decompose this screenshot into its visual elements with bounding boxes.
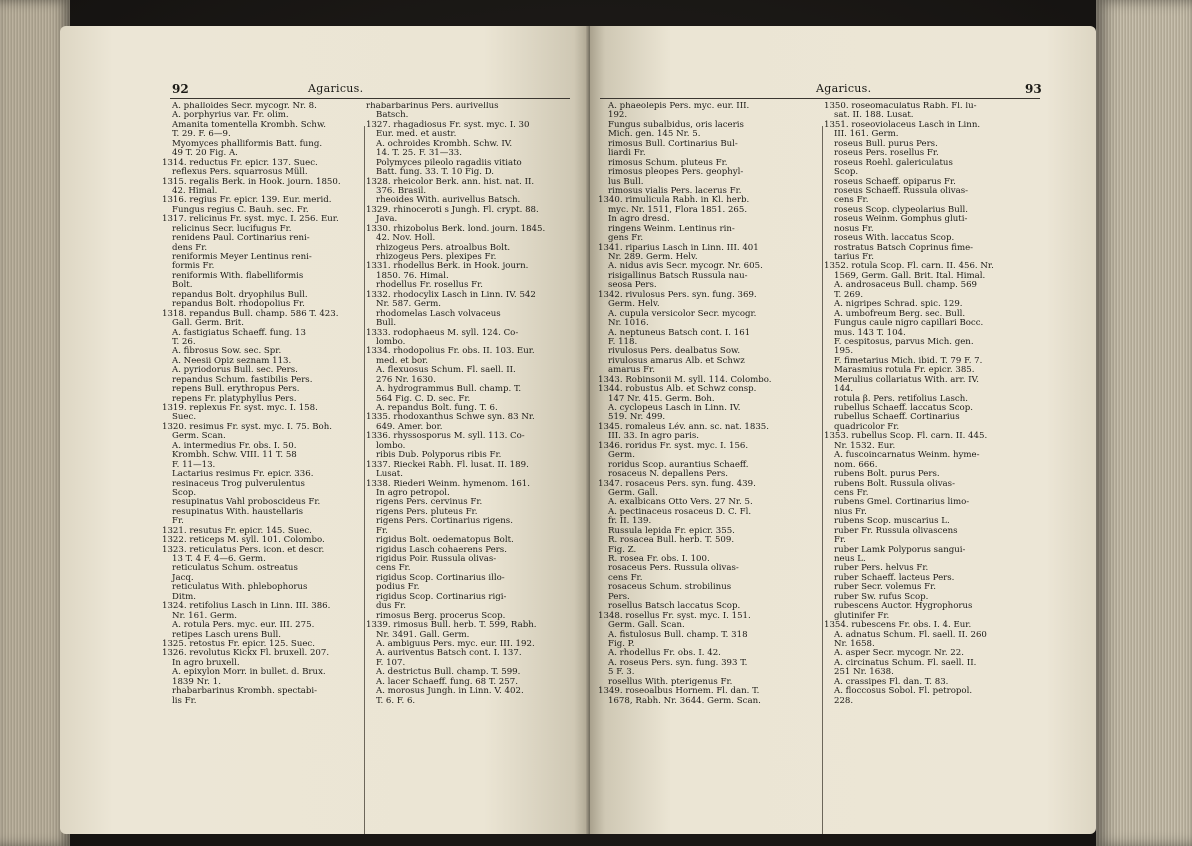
index-entry-line: rosaceus N. depallens Pers. <box>608 469 729 480</box>
index-entry-line: roseus Roehl. galericulatus <box>834 157 953 168</box>
index-entry-line: rigidus Scop. Cortinarius rigi- <box>376 591 507 602</box>
index-entry-line: resupinatus With. haustellaris <box>172 506 304 517</box>
index-entry-line: 1340. rimulicula Rabh. in Kl. herb. <box>598 195 750 206</box>
index-entry-line: lombo. <box>376 440 406 451</box>
index-entry-line: nius Fr. <box>834 506 867 517</box>
index-entry-line: Nr. 587. Germ. <box>376 299 441 310</box>
index-entry-line: In agro bruxell. <box>172 657 240 668</box>
index-entry-line: rubens Gmel. Cortinarius limo- <box>834 497 970 508</box>
index-entry-line: 1337. Rieckei Rabh. Fl. lusat. II. 189. <box>366 459 529 470</box>
index-entry-line: Nr. 161. Germ. <box>172 610 237 621</box>
index-entry-line: 49 T. 20 Fig. A. <box>172 148 238 159</box>
index-entry-line: roseus Schaeff. Russula olivas- <box>834 185 969 196</box>
index-entry-line: 1330. rhizobolus Berk. lond. journ. 1845. <box>366 223 546 234</box>
index-entry-line: Bull. <box>376 318 397 329</box>
index-entry-line: roseus Weinm. Gomphus gluti- <box>834 214 968 225</box>
index-entry-line: 1342. rivulosus Pers. syn. fung. 369. <box>598 289 757 300</box>
index-entry-line: 1343. Robinsonii M. syll. 114. Colombo. <box>598 374 772 385</box>
index-entry-line: 1327. rhagadiosus Fr. syst. myc. I. 30 <box>366 119 530 130</box>
index-entry-line: Fig. P. <box>608 638 635 649</box>
index-entry-line: 144. <box>834 384 854 395</box>
index-entry-line: 1321. resutus Fr. epicr. 145. Suec. <box>162 525 312 536</box>
index-entry-line: Myomyces phalliformis Batt. fung. <box>172 138 323 149</box>
index-entry-line: A. destrictus Bull. champ. T. 599. <box>376 667 521 678</box>
index-entry-line: dens Fr. <box>172 242 208 253</box>
index-entry-line: 14. T. 25. F. 31—33. <box>376 148 463 159</box>
index-entry-line: F. cespitosus, parvus Mich. gen. <box>834 336 974 347</box>
index-entry-line: Fr. <box>376 525 388 536</box>
index-entry-line: ruber Sw. rufus Scop. <box>834 591 929 602</box>
index-entry-line: rhizogeus Pers. plexipes Fr. <box>376 252 497 262</box>
left-column-2 <box>366 102 574 706</box>
index-entry-line: cens Fr. <box>834 487 869 498</box>
index-entry-line: nom. 666. <box>834 459 878 470</box>
left-page-number: 92 <box>172 82 189 96</box>
index-entry-line: ruber Pers. helvus Fr. <box>834 563 929 574</box>
index-entry-line: ringens Weinm. Lentinus rin- <box>608 223 735 234</box>
index-entry-line: cens Fr. <box>376 563 411 574</box>
index-entry-line: Jacq. <box>172 572 194 583</box>
index-entry-line: Pers. <box>608 591 630 602</box>
index-entry-line: sat. II. 188. Lusat. <box>834 110 914 121</box>
index-entry-line: Batt. fung. 33. T. 10 Fig. D. <box>376 167 495 178</box>
index-entry-line: In agro dresd. <box>608 214 670 225</box>
index-entry-line: liardi Fr. <box>608 148 646 159</box>
index-entry-line: 1332. rhodocylix Lasch in Linn. IV. 542 <box>366 289 536 300</box>
index-entry-line: A. fuscoincarnatus Weinm. hyme- <box>834 450 980 461</box>
index-entry-line: roseus Scop. clypeolarius Bull. <box>834 204 968 215</box>
index-entry-line: rubens Scop. muscarius L. <box>834 516 950 527</box>
index-entry-line: rivulosus amarus Alb. et Schwz <box>608 355 745 366</box>
index-entry-line: 1320. resimus Fr. syst. myc. I. 75. Boh. <box>162 421 332 432</box>
index-entry-line: Lusat. <box>376 469 403 480</box>
index-entry-line: 1314. reductus Fr. epicr. 137. Suec. <box>162 157 318 168</box>
index-entry-line: A. porphyrius var. Fr. olim. <box>172 110 289 121</box>
index-entry-line: fr. II. 139. <box>608 516 652 527</box>
index-entry-line: Fungus caule nigro capillari Bocc. <box>834 318 984 329</box>
index-entry-line: 1850. 76. Himal. <box>376 270 449 281</box>
index-entry-line: 1349. roseoalbus Hornem. Fl. dan. T. <box>598 686 760 697</box>
index-entry-line: rimosus Bull. Cortinarius Bul- <box>608 138 738 149</box>
index-entry-line: 5 F. 3. <box>608 667 635 678</box>
right-running-head: Agaricus. <box>816 82 872 95</box>
index-entry-line: rhodellus Fr. rosellus Fr. <box>376 280 483 291</box>
index-entry-line: rubens Bolt. Russula olivas- <box>834 478 955 489</box>
index-entry-line: A. rhodellus Fr. obs. I. 42. <box>608 648 721 659</box>
index-entry-line: rigens Pers. cervinus Fr. <box>376 497 483 508</box>
index-entry-line: Fr. <box>172 516 184 527</box>
index-entry-line: F. fimetarius Mich. ibid. T. 79 F. 7. <box>834 355 983 366</box>
index-entry-line: rosaceus Schum. strobilinus <box>608 582 732 593</box>
index-entry-line: A. pectinaceus rosaceus D. C. Fl. <box>608 506 752 517</box>
index-entry-line: 376. Brasil. <box>376 185 427 196</box>
index-entry-line: Batsch. <box>376 110 409 121</box>
index-entry-line: 1333. rodophaeus M. syll. 124. Co- <box>366 327 519 338</box>
index-entry-line: A. ambiguus Pers. myc. eur. III. 192. <box>376 638 535 649</box>
index-entry-line: Russula lepida Fr. epicr. 355. <box>608 525 735 536</box>
index-entry-line: T. 6. F. 6. <box>376 695 416 706</box>
index-entry-line: A. floccosus Sobol. Fl. petropol. <box>834 686 973 697</box>
index-entry-line: 251 Nr. 1638. <box>834 667 894 678</box>
index-entry-line: Gall. Germ. Brit. <box>172 318 244 329</box>
index-entry-line: 1345. romaleus Lév. ann. sc. nat. 1835. <box>598 421 770 432</box>
left-page <box>60 26 590 834</box>
index-entry-line: med. et bor. <box>376 355 429 366</box>
index-entry-line: amarus Fr. <box>608 365 656 376</box>
index-entry-line: repandus Bolt. rhodopolius Fr. <box>172 299 305 310</box>
index-entry-line: ribis Dub. Polyporus ribis Fr. <box>376 450 502 461</box>
index-entry-line: podius Fr. <box>376 582 420 593</box>
index-entry-line: Lactarius resimus Fr. epicr. 336. <box>172 469 314 480</box>
index-entry-line: roseus Pers. rosellus Fr. <box>834 148 939 159</box>
right-page <box>590 26 1096 834</box>
right-page-edges <box>1096 0 1192 846</box>
index-entry-line: Amanita tomentella Krombh. Schw. <box>172 119 327 130</box>
index-entry-line: rubellus Schaeff. Cortinarius <box>834 412 960 423</box>
index-entry-line: A. neptuneus Batsch cont. I. 161 <box>608 327 751 338</box>
index-entry-line: rostratus Batsch Coprinus fime- <box>834 242 974 253</box>
left-column-1 <box>162 102 362 706</box>
index-entry-line: neus L. <box>834 554 866 564</box>
index-entry-line: retipes Lasch urens Bull. <box>172 629 281 640</box>
index-entry-line: 1339. rimosus Bull. herb. T. 599, Rabh. <box>366 620 537 631</box>
index-entry-line: resinaceus Trog pulverulentus <box>172 478 305 489</box>
index-entry-line: A. nigripes Schrad. spic. 129. <box>834 299 963 310</box>
index-entry-line: rhabarbarinus Pers. aurivellus <box>366 102 499 111</box>
left-column-divider <box>364 126 365 834</box>
index-entry-line: 1348. rosellus Fr. syst. myc. I. 151. <box>598 610 751 621</box>
index-entry-line: rubens Bolt. purus Pers. <box>834 469 940 480</box>
index-entry-line: Java. <box>376 214 398 225</box>
index-entry-line: roseus With. laccatus Scop. <box>834 233 955 244</box>
index-entry-line: repandus Bolt. dryophilus Bull. <box>172 289 308 300</box>
index-entry-line: Mich. gen. 145 Nr. 5. <box>608 129 701 140</box>
index-entry-line: T. 26. <box>172 336 196 347</box>
index-entry-line: A. fibrosus Sow. sec. Spr. <box>172 346 282 357</box>
index-entry-line: 1346. roridus Fr. syst. myc. I. 156. <box>598 440 749 451</box>
index-entry-line: 1317. relicinus Fr. syst. myc. I. 256. Eur. <box>162 214 339 225</box>
index-entry-line: In agro petropol. <box>376 487 450 498</box>
index-entry-line: Germ. Gall. <box>608 487 658 498</box>
index-entry-line: lombo. <box>376 336 406 347</box>
index-entry-line: III. 33. In agro paris. <box>608 431 699 442</box>
index-entry-line: rigens Pers. Cortinarius rigens. <box>376 516 513 527</box>
index-entry-line: rhodomelas Lasch volvaceus <box>376 308 501 319</box>
index-entry-line: 1344. robustus Alb. et Schwz consp. <box>598 384 757 395</box>
index-entry-line: rigidus Bolt. oedematopus Bolt. <box>376 535 514 546</box>
index-entry-line: Suec. <box>172 412 197 423</box>
index-entry-line: mus. 143 T. 104. <box>834 327 906 338</box>
index-entry-line: Nr. 1658. <box>834 638 875 649</box>
right-page-number: 93 <box>1025 82 1042 96</box>
index-entry-line: cens Fr. <box>608 572 643 583</box>
index-entry-line: reticulatus Schum. ostreatus <box>172 563 298 574</box>
index-entry-line: A. circinatus Schum. Fl. saell. II. <box>834 657 977 668</box>
index-entry-line: A. epixylon Morr. in bullet. d. Brux. <box>172 667 326 678</box>
index-entry-line: Ditm. <box>172 591 196 602</box>
index-entry-line: Germ. Scan. <box>172 431 226 442</box>
index-entry-line: A. adnatus Schum. Fl. saell. II. 260 <box>834 629 987 640</box>
index-entry-line: seosa Pers. <box>608 280 657 291</box>
index-entry-line: A. androsaceus Bull. champ. 569 <box>834 280 978 291</box>
left-head-rule <box>170 98 570 99</box>
index-entry-line: 1341. riparius Lasch in Linn. III. 401 <box>598 242 759 253</box>
index-entry-line: Fungus regius C. Bauh. sec. Fr. <box>172 204 309 215</box>
index-entry-line: A. phaeolepis Pers. myc. eur. III. <box>608 102 750 111</box>
index-entry-line: Fig. Z. <box>608 544 637 555</box>
index-entry-line: rhabarbarinus Krombh. spectabi- <box>172 686 318 697</box>
index-entry-line: ruber Lamk Polyporus sangui- <box>834 544 966 555</box>
index-entry-line: 1329. rhinoceroti s Jungh. Fl. crypt. 88. <box>366 204 539 215</box>
index-entry-line: A. exalbicans Otto Vers. 27 Nr. 5. <box>608 497 753 508</box>
index-entry-line: Nr. 3491. Gall. Germ. <box>376 629 470 640</box>
index-entry-line: Fungus subalbidus, oris laceris <box>608 119 744 130</box>
index-entry-line: reniformis With. flabelliformis <box>172 270 304 281</box>
index-entry-line: Nr. 289. Germ. Helv. <box>608 252 698 262</box>
index-entry-line: T. 29. F. 6—9. <box>172 129 231 140</box>
index-entry-line: 1334. rhodopolius Fr. obs. II. 103. Eur. <box>366 346 535 357</box>
index-entry-line: myc. Nr. 1511, Flora 1851. 265. <box>608 204 748 215</box>
index-entry-line: A. cyclopeus Lasch in Linn. IV. <box>608 403 741 413</box>
index-entry-line: reticulatus With. phlebophorus <box>172 582 308 593</box>
index-entry-line: 192. <box>608 110 628 121</box>
index-entry-line: roseus Schaeff. opiparus Fr. <box>834 176 956 187</box>
index-entry-line: rigidus Lasch cohaerens Pers. <box>376 544 507 555</box>
index-entry-line: Germ. <box>608 450 635 461</box>
index-entry-line: Germ. Gall. Scan. <box>608 620 685 631</box>
index-entry-line: 519. Nr. 499. <box>608 412 666 423</box>
index-entry-line: 228. <box>834 695 854 706</box>
index-entry-line: 649. Amer. bor. <box>376 421 443 432</box>
index-entry-line: A. Neesii Opiz seznam 113. <box>172 355 292 366</box>
index-entry-line: risigallinus Batsch Russula nau- <box>608 270 748 281</box>
index-entry-line: 276 Nr. 1630. <box>376 374 436 385</box>
index-entry-line: F. 107. <box>376 657 406 668</box>
index-entry-line: reniformis Meyer Lentinus reni- <box>172 252 312 262</box>
index-entry-line: renidens Paul. Cortinarius reni- <box>172 233 310 244</box>
index-entry-line: rhizogeus Pers. atroalbus Bolt. <box>376 242 511 253</box>
index-entry-line: gens Fr. <box>608 233 644 244</box>
index-entry-line: 42. Himal. <box>172 185 218 196</box>
index-entry-line: Eur. med. et austr. <box>376 129 457 140</box>
index-entry-line: repens Fr. platyphyllus Pers. <box>172 393 297 404</box>
index-entry-line: lis Fr. <box>172 695 197 706</box>
index-entry-line: rimosus Berg. procerus Scop. <box>376 610 506 621</box>
index-entry-line: 13 T. 4 F. 4—6. Germ. <box>172 554 266 564</box>
index-entry-line: rosaceus Pers. Russula olivas- <box>608 563 739 574</box>
index-entry-line: rubellus Schaeff. laccatus Scop. <box>834 403 973 413</box>
index-entry-line: R. rosea Fr. obs. I. 100. <box>608 554 710 564</box>
index-entry-line: A. nidus avis Secr. mycogr. Nr. 605. <box>608 261 763 272</box>
index-entry-line: rubescens Auctor. Hygrophorus <box>834 601 973 612</box>
index-entry-line: Scop. <box>172 487 197 498</box>
index-entry-line: repens Bull. erythropus Pers. <box>172 384 300 395</box>
index-entry-line: relicinus Secr. lucifugus Fr. <box>172 223 292 234</box>
index-entry-line: 1315. regalis Berk. in Hook. journ. 1850. <box>162 176 341 187</box>
index-entry-line: A. rotula Pers. myc. eur. III. 275. <box>172 620 315 631</box>
index-entry-line: A. fastigiatus Schaeff. fung. 13 <box>172 327 306 338</box>
index-entry-line: rheoides With. aurivellus Batsch. <box>376 195 521 206</box>
index-entry-line: 1347. rosaceus Pers. syn. fung. 439. <box>598 478 756 489</box>
index-entry-line: 147 Nr. 415. Germ. Boh. <box>608 393 715 404</box>
index-entry-line: Fr. <box>834 535 846 546</box>
left-running-head: Agaricus. <box>308 82 364 95</box>
index-entry-line: rimosus Schum. pluteus Fr. <box>608 157 728 168</box>
index-entry-line: Marasmius rotula Fr. epicr. 385. <box>834 365 975 376</box>
index-entry-line: rigidus Poir. Russula olivas- <box>376 554 497 564</box>
index-entry-line: A. repandus Bolt. fung. T. 6. <box>376 403 498 413</box>
index-entry-line: ruber Schaeff. lacteus Pers. <box>834 572 955 583</box>
index-entry-line: 1351. roseoviolaceus Lasch in Linn. <box>824 119 981 130</box>
index-entry-line: A. asper Secr. mycogr. Nr. 22. <box>834 648 964 659</box>
index-entry-line: 1325. retostus Fr. epicr. 125. Suec. <box>162 638 315 649</box>
index-entry-line: A. fistulosus Bull. champ. T. 318 <box>608 629 748 640</box>
index-entry-line: A. auriventus Batsch cont. I. 137. <box>376 648 522 659</box>
index-entry-line: quadricolor Fr. <box>834 421 900 432</box>
index-entry-line: A. flexuosus Schum. Fl. saell. II. <box>376 365 516 376</box>
index-entry-line: 1839 Nr. 1. <box>172 676 221 687</box>
index-entry-line: rigens Pers. pluteus Fr. <box>376 506 478 517</box>
index-entry-line: rivulosus Pers. dealbatus Sow. <box>608 346 741 357</box>
index-entry-line: 1338. Riederi Weinm. hymenom. 161. <box>366 478 531 489</box>
index-entry-line: 1335. rhodoxanthus Schwe syn. 83 Nr. <box>366 412 535 423</box>
index-entry-line: 195. <box>834 346 854 357</box>
index-entry-line: 1318. repandus Bull. champ. 586 T. 423. <box>162 308 339 319</box>
index-entry-line: R. rosacea Bull. herb. T. 509. <box>608 535 735 546</box>
index-entry-line: roridus Scop. aurantius Schaeff. <box>608 459 749 470</box>
index-entry-line: repandus Schum. fastibilis Pers. <box>172 374 313 385</box>
index-entry-line: A. morosus Jungh. in Linn. V. 402. <box>376 686 524 697</box>
index-entry-line: T. 269. <box>834 289 864 300</box>
index-entry-line: reflexus Pers. squarrosus Müll. <box>172 167 308 178</box>
index-entry-line: rosellus With. pterigenus Fr. <box>608 676 733 687</box>
index-entry-line: Krombh. Schw. VIII. 11 T. 58 <box>172 450 297 461</box>
index-entry-line: Nr. 1532. Eur. <box>834 440 896 451</box>
index-entry-line: A. roseus Pers. syn. fung. 393 T. <box>608 657 748 668</box>
index-entry-line: rosellus Batsch laccatus Scop. <box>608 601 741 612</box>
index-entry-line: 1569, Germ. Gall. Brit. Ital. Himal. <box>834 270 986 281</box>
index-entry-line: A. crassipes Fl. dan. T. 83. <box>834 676 949 687</box>
index-entry-line: Scop. <box>834 167 859 178</box>
index-entry-line: A. umbofreum Berg. sec. Bull. <box>834 308 966 319</box>
index-entry-line: roseus Bull. purus Pers. <box>834 138 938 149</box>
index-entry-line: Polymyces pileolo ragadiis vitiato <box>376 157 522 168</box>
index-entry-line: 1326. revolutus Kickx Fl. bruxell. 207. <box>162 648 330 659</box>
index-entry-line: 42. Nov. Holl. <box>376 233 436 244</box>
index-entry-line: cens Fr. <box>834 195 869 206</box>
index-entry-line: 1331. rhodellus Berk. in Hook. journ. <box>366 261 529 272</box>
index-entry-line: 564 Fig. C. D. sec. Fr. <box>376 393 471 404</box>
index-entry-line: 1322. reticeps M. syll. 101. Colombo. <box>162 535 325 546</box>
index-entry-line: 1319. replexus Fr. syst. myc. I. 158. <box>162 403 318 413</box>
index-entry-line: 1324. retifolius Lasch in Linn. III. 386. <box>162 601 331 612</box>
index-entry-line: A. phalloides Secr. mycogr. Nr. 8. <box>172 102 317 111</box>
index-entry-line: rimosus vialis Pers. lacerus Fr. <box>608 185 742 196</box>
index-entry-line: tarius Fr. <box>834 252 874 262</box>
index-entry-line: dus Fr. <box>376 601 407 612</box>
index-entry-line: resupinatus Vahl proboscideus Fr. <box>172 497 321 508</box>
index-entry-line: rigidus Scop. Cortinarius illo- <box>376 572 505 583</box>
index-entry-line: rimosus pleopes Pers. geophyl- <box>608 167 744 178</box>
index-entry-line: A. lacer Schaeff. fung. 68 T. 257. <box>376 676 518 687</box>
index-entry-line: 1328. rheicolor Berk. ann. hist. nat. II. <box>366 176 535 187</box>
index-entry-line: rotula β. Pers. retifolius Lasch. <box>834 393 969 404</box>
index-entry-line: ruber Secr. volemus Fr. <box>834 582 937 593</box>
index-entry-line: 1678, Rabh. Nr. 3644. Germ. Scan. <box>608 695 761 706</box>
index-entry-line: III. 161. Germ. <box>834 129 899 140</box>
index-entry-line: A. hydrogrammus Bull. champ. T. <box>376 384 522 395</box>
right-column-2 <box>824 102 1048 706</box>
index-entry-line: Germ. Helv. <box>608 299 660 310</box>
index-entry-line: 1323. reticulatus Pers. icon. et descr. <box>162 544 325 555</box>
right-column-1 <box>598 102 820 706</box>
index-entry-line: 1350. roseomaculatus Rabh. Fl. lu- <box>824 102 977 111</box>
index-entry-line: F. 11—13. <box>172 459 216 470</box>
index-entry-line: 1316. regius Fr. epicr. 139. Eur. merid. <box>162 195 332 206</box>
right-head-rule <box>600 98 1040 99</box>
index-entry-line: 1353. rubellus Scop. Fl. carn. II. 445. <box>824 431 988 442</box>
index-entry-line: formis Fr. <box>172 261 215 272</box>
index-entry-line: F. 118. <box>608 336 638 347</box>
index-entry-line: Bolt. <box>172 280 193 291</box>
right-column-divider <box>822 126 823 834</box>
index-entry-line: Nr. 1016. <box>608 318 649 329</box>
index-entry-line: 1354. rubescens Fr. obs. I. 4. Eur. <box>824 620 972 631</box>
index-entry-line: glutinifer Fr. <box>834 610 890 621</box>
index-entry-line: Merulius collariatus With. arr. IV. <box>834 374 979 385</box>
index-entry-line: 1352. rotula Scop. Fl. carn. II. 456. Nr. <box>824 261 994 272</box>
index-entry-line: A. pyriodorus Bull. sec. Pers. <box>172 365 298 376</box>
index-entry-line: A. ochroides Krombh. Schw. IV. <box>376 138 513 149</box>
index-entry-line: A. cupula versicolor Secr. mycogr. <box>608 308 757 319</box>
index-entry-line: 1336. rhyssosporus M. syll. 113. Co- <box>366 431 525 442</box>
index-entry-line: lus Bull. <box>608 176 644 187</box>
index-entry-line: ruber Fr. Russula olivascens <box>834 525 958 536</box>
index-entry-line: nosus Fr. <box>834 223 874 234</box>
index-entry-line: A. intermedius Fr. obs. I. 50. <box>172 440 297 451</box>
